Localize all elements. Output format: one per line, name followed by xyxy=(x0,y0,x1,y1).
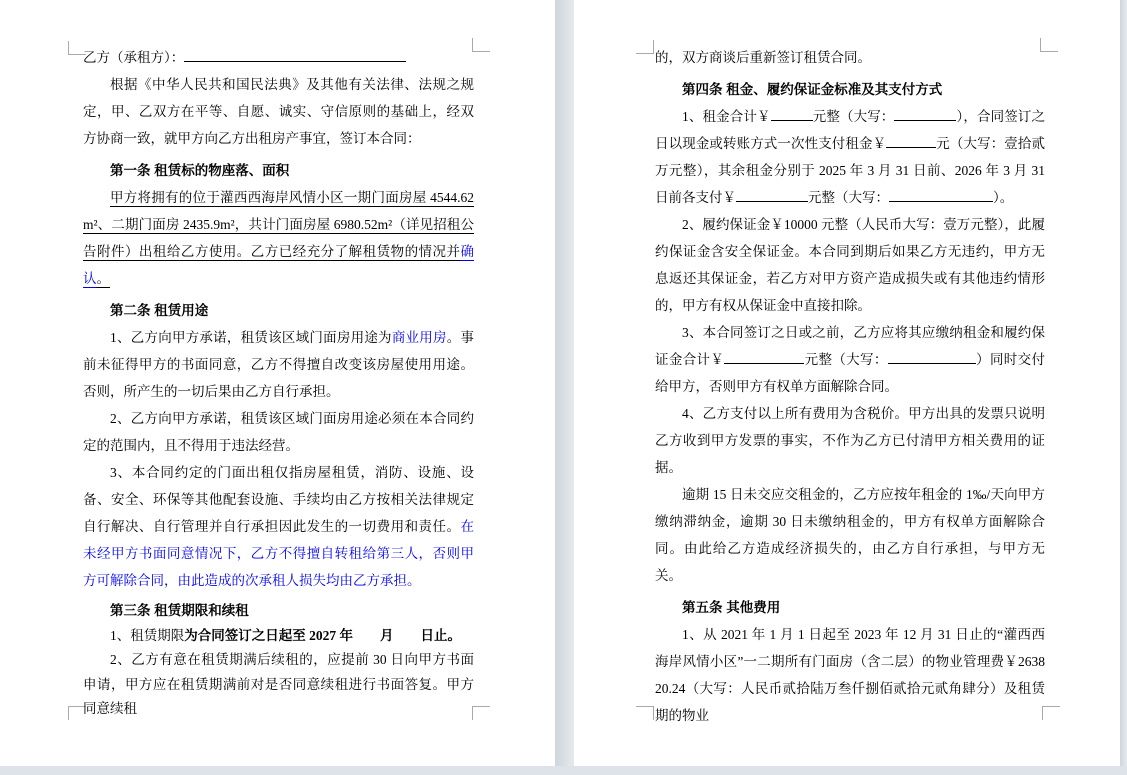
page-2-content xyxy=(655,44,1045,729)
contract-paragraph xyxy=(83,324,474,405)
text-run: 第三条 租赁期限和续租 xyxy=(110,603,249,618)
text-run: 第四条 租金、履约保证金标准及其支付方式 xyxy=(682,82,943,97)
text-run: 乙方（承租方）： xyxy=(83,50,185,65)
clause-heading xyxy=(83,599,474,624)
contract-paragraph xyxy=(83,405,474,459)
contract-paragraph xyxy=(655,44,1045,71)
text-run: 1、租金合计￥ xyxy=(682,109,771,124)
fill-in-blank xyxy=(894,107,956,121)
text-run: 在未经甲方书面同意情况下，乙方不得擅自转租给第三人，否则甲方可解除合同，由此造成的次承租人损失均由乙方承担。 xyxy=(83,519,474,588)
text-run: 。 xyxy=(96,271,110,286)
text-run: 元整（大写： xyxy=(808,190,889,205)
text-run: 3、本合同签订之日或之前，乙方应将其应缴纳租金和履约保证金合计￥ xyxy=(655,325,1045,367)
text-run: ），合同签订之日以现金或转账方式一次性支付租金￥ xyxy=(655,109,1046,151)
text-boundary-mark-bottom-left xyxy=(636,706,654,720)
text-run: 1、从 2021 年 1 月 1 日起至 2023 年 12 月 31 日止的“灌西西海岸风情小区”一二期所有门面房（含二层）的物业管理费￥263820.24（大写：人民币贰拾陆万叁仟捌佰贰拾元贰角肆分）及租赁期的物业 xyxy=(655,627,1045,723)
contract-paragraph xyxy=(83,44,474,71)
fill-in-blank xyxy=(889,188,993,202)
contract-paragraph xyxy=(655,400,1045,481)
text-run: 1、租赁期限 xyxy=(110,627,185,643)
clause-heading xyxy=(83,157,474,184)
fill-in-blank xyxy=(736,188,808,202)
text-run: 第五条 其他费用 xyxy=(682,600,781,615)
clause-heading xyxy=(655,76,1045,103)
fill-in-blank xyxy=(724,350,804,364)
text-run: ）。 xyxy=(993,190,1014,205)
workspace-bottom-edge xyxy=(0,766,1127,775)
contract-paragraph xyxy=(83,184,474,292)
text-run: 为合同签订之日起至 2027 年 月 日止。 xyxy=(184,627,461,643)
text-run: 商业用房 xyxy=(391,330,447,345)
document-page-1 xyxy=(0,0,555,766)
text-boundary-mark-top-right xyxy=(472,38,490,52)
contract-paragraph xyxy=(655,481,1045,589)
text-run: 2、履约保证金￥10000 元整（人民币大写：壹万元整），此履约保证金含安全保证金。本合同到期后如果乙方无违约，甲方无息返还其保证金，若乙方对甲方资产造成损失或有其他违约情形的，甲方有权从保证金中直接扣除。 xyxy=(655,217,1045,313)
contract-paragraph xyxy=(655,621,1045,729)
contract-paragraph xyxy=(83,648,474,722)
text-run: 。事前未征得甲方的书面同意，乙方不得擅自改变该房屋使用用途。否则，所产生的一切后果由乙方自行承担。 xyxy=(83,330,475,399)
text-run: 第一条 租赁标的物座落、面积 xyxy=(110,163,290,178)
clause-heading xyxy=(83,297,474,324)
text-boundary-mark-top-left xyxy=(636,40,654,54)
contract-paragraph xyxy=(83,624,474,649)
contract-paragraph xyxy=(655,319,1045,400)
text-run: 第二条 租赁用途 xyxy=(110,303,209,318)
text-run: ）同时交付给甲方，否则甲方有权单方面解除合同。 xyxy=(655,352,1046,394)
text-boundary-mark-bottom-right xyxy=(472,706,490,720)
page-gap xyxy=(555,0,574,775)
text-run: 的，双方商谈后重新签订租赁合同。 xyxy=(655,50,871,65)
text-run: 2、乙方有意在租赁期满后续租的，应提前 30 日向甲方书面申请，甲方应在租赁期满前对是否同意续租进行书面答复。甲方同意续租 xyxy=(83,652,474,716)
clause-heading xyxy=(655,594,1045,621)
fill-in-blank xyxy=(888,350,976,364)
text-run: 2、乙方向甲方承诺，租赁该区域门面房用途必须在本合同约定的范围内，且不得用于违法经营。 xyxy=(83,411,474,453)
fill-in-blank xyxy=(886,134,936,148)
contract-paragraph xyxy=(655,211,1045,319)
text-run: 逾期 15 日未交应交租金的，乙方应按年租金的 1‰/天向甲方缴纳滞纳金，逾期 30 日未缴纳租金的，甲方有权单方面解除合同。由此给乙方造成经济损失的，由乙方自行承担，与甲方无关。 xyxy=(655,487,1045,583)
text-run: 元整（大写： xyxy=(812,109,895,124)
text-run: 确认 xyxy=(83,244,474,286)
contract-paragraph xyxy=(83,71,474,152)
text-run: 3、本合同约定的门面出租仅指房屋租赁，消防、设施、设备、安全、环保等其他配套设施、手续均由乙方按相关法律规定自行解决、自行管理并自行承担因此发生的一切费用和责任。 xyxy=(83,465,474,534)
text-run: 元（大写：壹拾贰万元整），其余租金分别于 2025 年 3 月 31 日前、2026 年 3 月 31 日前各支付￥ xyxy=(655,136,1046,205)
fill-in-blank xyxy=(771,107,813,121)
fill-in-blank xyxy=(184,48,406,62)
document-page-2 xyxy=(574,0,1120,766)
text-run: 元整（大写： xyxy=(804,352,888,367)
contract-paragraph xyxy=(655,103,1045,211)
text-run: 4、乙方支付以上所有费用为含税价。甲方出具的发票只说明乙方收到甲方发票的事实，不作为乙方已付清甲方相关费用的证据。 xyxy=(655,406,1045,475)
text-run: 甲方将拥有的位于灌西西海岸风情小区一期门面房屋 4544.62m²、二期门面房 2435.9m²，共计门面房屋 6980.52m²（详见招租公告附件）出租给乙方使用。乙方已经充分了解租赁物的情况并 xyxy=(83,190,474,259)
page-1-content xyxy=(83,44,474,722)
contract-paragraph xyxy=(83,459,474,594)
text-run: 1、乙方向甲方承诺，租赁该区域门面房用途为 xyxy=(110,330,392,345)
text-run: 根据《中华人民共和国民法典》及其他有关法律、法规之规定，甲、乙双方在平等、自愿、诚实、守信原则的基础上，经双方协商一致，就甲方向乙方出租房产事宜，签订本合同： xyxy=(83,77,474,146)
workspace-right-edge xyxy=(1120,0,1127,775)
